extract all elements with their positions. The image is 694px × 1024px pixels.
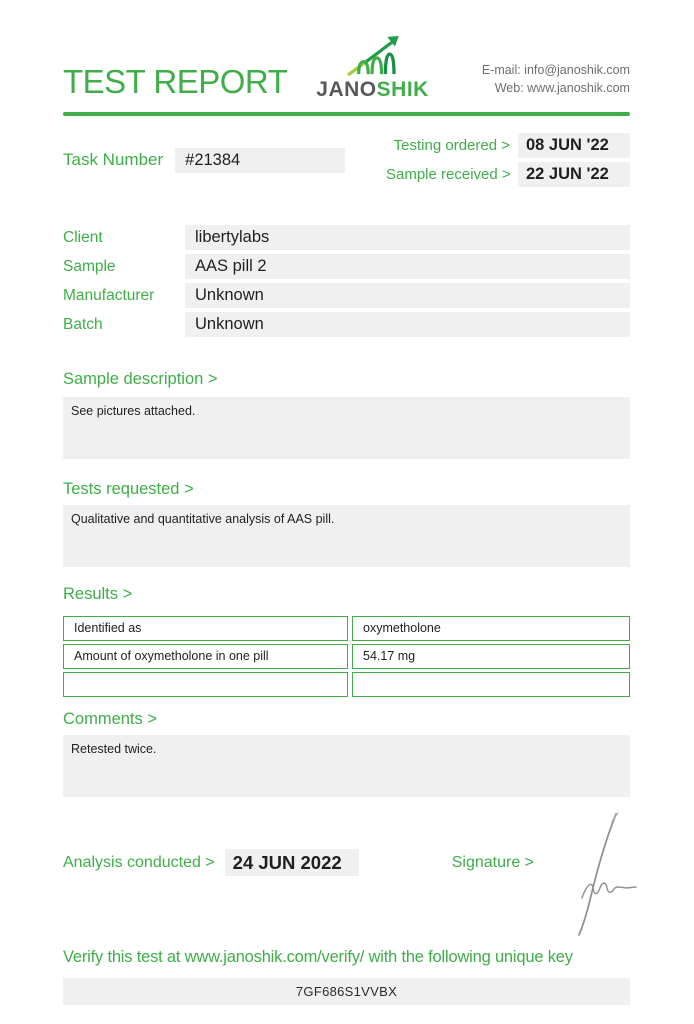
info-fields (63, 225, 630, 337)
sample-received-label: Sample received > (386, 166, 511, 183)
logo-text-green: SHIK (376, 78, 429, 101)
field-row-manufacturer (63, 283, 630, 308)
tests-requested-title: Tests requested > (63, 480, 194, 498)
field-row-client (63, 225, 630, 250)
tests-requested-body: Qualitative and quantitative analysis of AAS pill. (63, 505, 630, 567)
analysis-signature-row (63, 849, 630, 876)
result-value-cell (352, 672, 630, 697)
contact-email: E-mail: info@janoshik.com (481, 62, 630, 77)
sample-label: Sample (63, 257, 116, 275)
testing-ordered-label: Testing ordered > (393, 137, 510, 154)
analysis-conducted-label: Analysis conducted > (63, 853, 215, 871)
unique-key-value: 7GF686S1VVBX (63, 978, 630, 1005)
sample-description-body: See pictures attached. (63, 397, 630, 459)
client-label: Client (63, 228, 103, 246)
contact-info (482, 61, 630, 99)
testing-ordered-row (386, 133, 630, 158)
result-key-cell: Identified as (63, 616, 348, 641)
logo-text-dark: JANO (316, 78, 377, 101)
field-row-batch (63, 312, 630, 337)
table-row (63, 616, 630, 641)
result-key-cell: Amount of oxymetholone in one pill (63, 644, 348, 669)
result-value-cell: 54.17 mg (352, 644, 630, 669)
client-value: libertylabs (185, 225, 630, 250)
table-row (63, 644, 630, 669)
dates-group (386, 133, 630, 187)
task-number-value: #21384 (175, 148, 345, 173)
sample-description-title: Sample description > (63, 370, 218, 388)
batch-value: Unknown (185, 312, 630, 337)
results-section (63, 584, 630, 697)
manufacturer-value: Unknown (185, 283, 630, 308)
sample-received-value: 22 JUN '22 (518, 162, 630, 187)
manufacturer-label: Manufacturer (63, 286, 155, 304)
results-table (63, 616, 630, 697)
comments-title: Comments > (63, 710, 157, 728)
sample-value: AAS pill 2 (185, 254, 630, 279)
results-title: Results > (63, 585, 133, 603)
signature-label: Signature > (451, 853, 534, 871)
handwritten-signature (552, 808, 648, 938)
sample-description-section (63, 369, 630, 459)
comments-section (63, 709, 630, 797)
analysis-conducted-date: 24 JUN 2022 (225, 849, 359, 876)
analysis-conducted-group (63, 849, 359, 876)
logo-wordmark (316, 79, 429, 100)
table-row (63, 672, 630, 697)
growth-chart-icon (342, 35, 404, 77)
meta-row (63, 133, 630, 187)
sample-received-row (386, 162, 630, 187)
task-number-group (63, 133, 345, 187)
header-divider (63, 112, 630, 116)
result-value-cell: oxymetholone (352, 616, 630, 641)
comments-body: Retested twice. (63, 735, 630, 797)
result-key-cell (63, 672, 348, 697)
report-header (63, 28, 630, 100)
contact-web: Web: www.janoshik.com (494, 81, 630, 96)
page-title: TEST REPORT (63, 63, 288, 100)
janoshik-logo (316, 35, 429, 100)
field-row-sample (63, 254, 630, 279)
tests-requested-section (63, 479, 630, 567)
batch-label: Batch (63, 315, 103, 333)
testing-ordered-value: 08 JUN '22 (518, 133, 630, 158)
task-number-label: Task Number (63, 150, 164, 169)
verify-text: Verify this test at www.janoshik.com/verify/ with the following unique key (63, 948, 573, 966)
